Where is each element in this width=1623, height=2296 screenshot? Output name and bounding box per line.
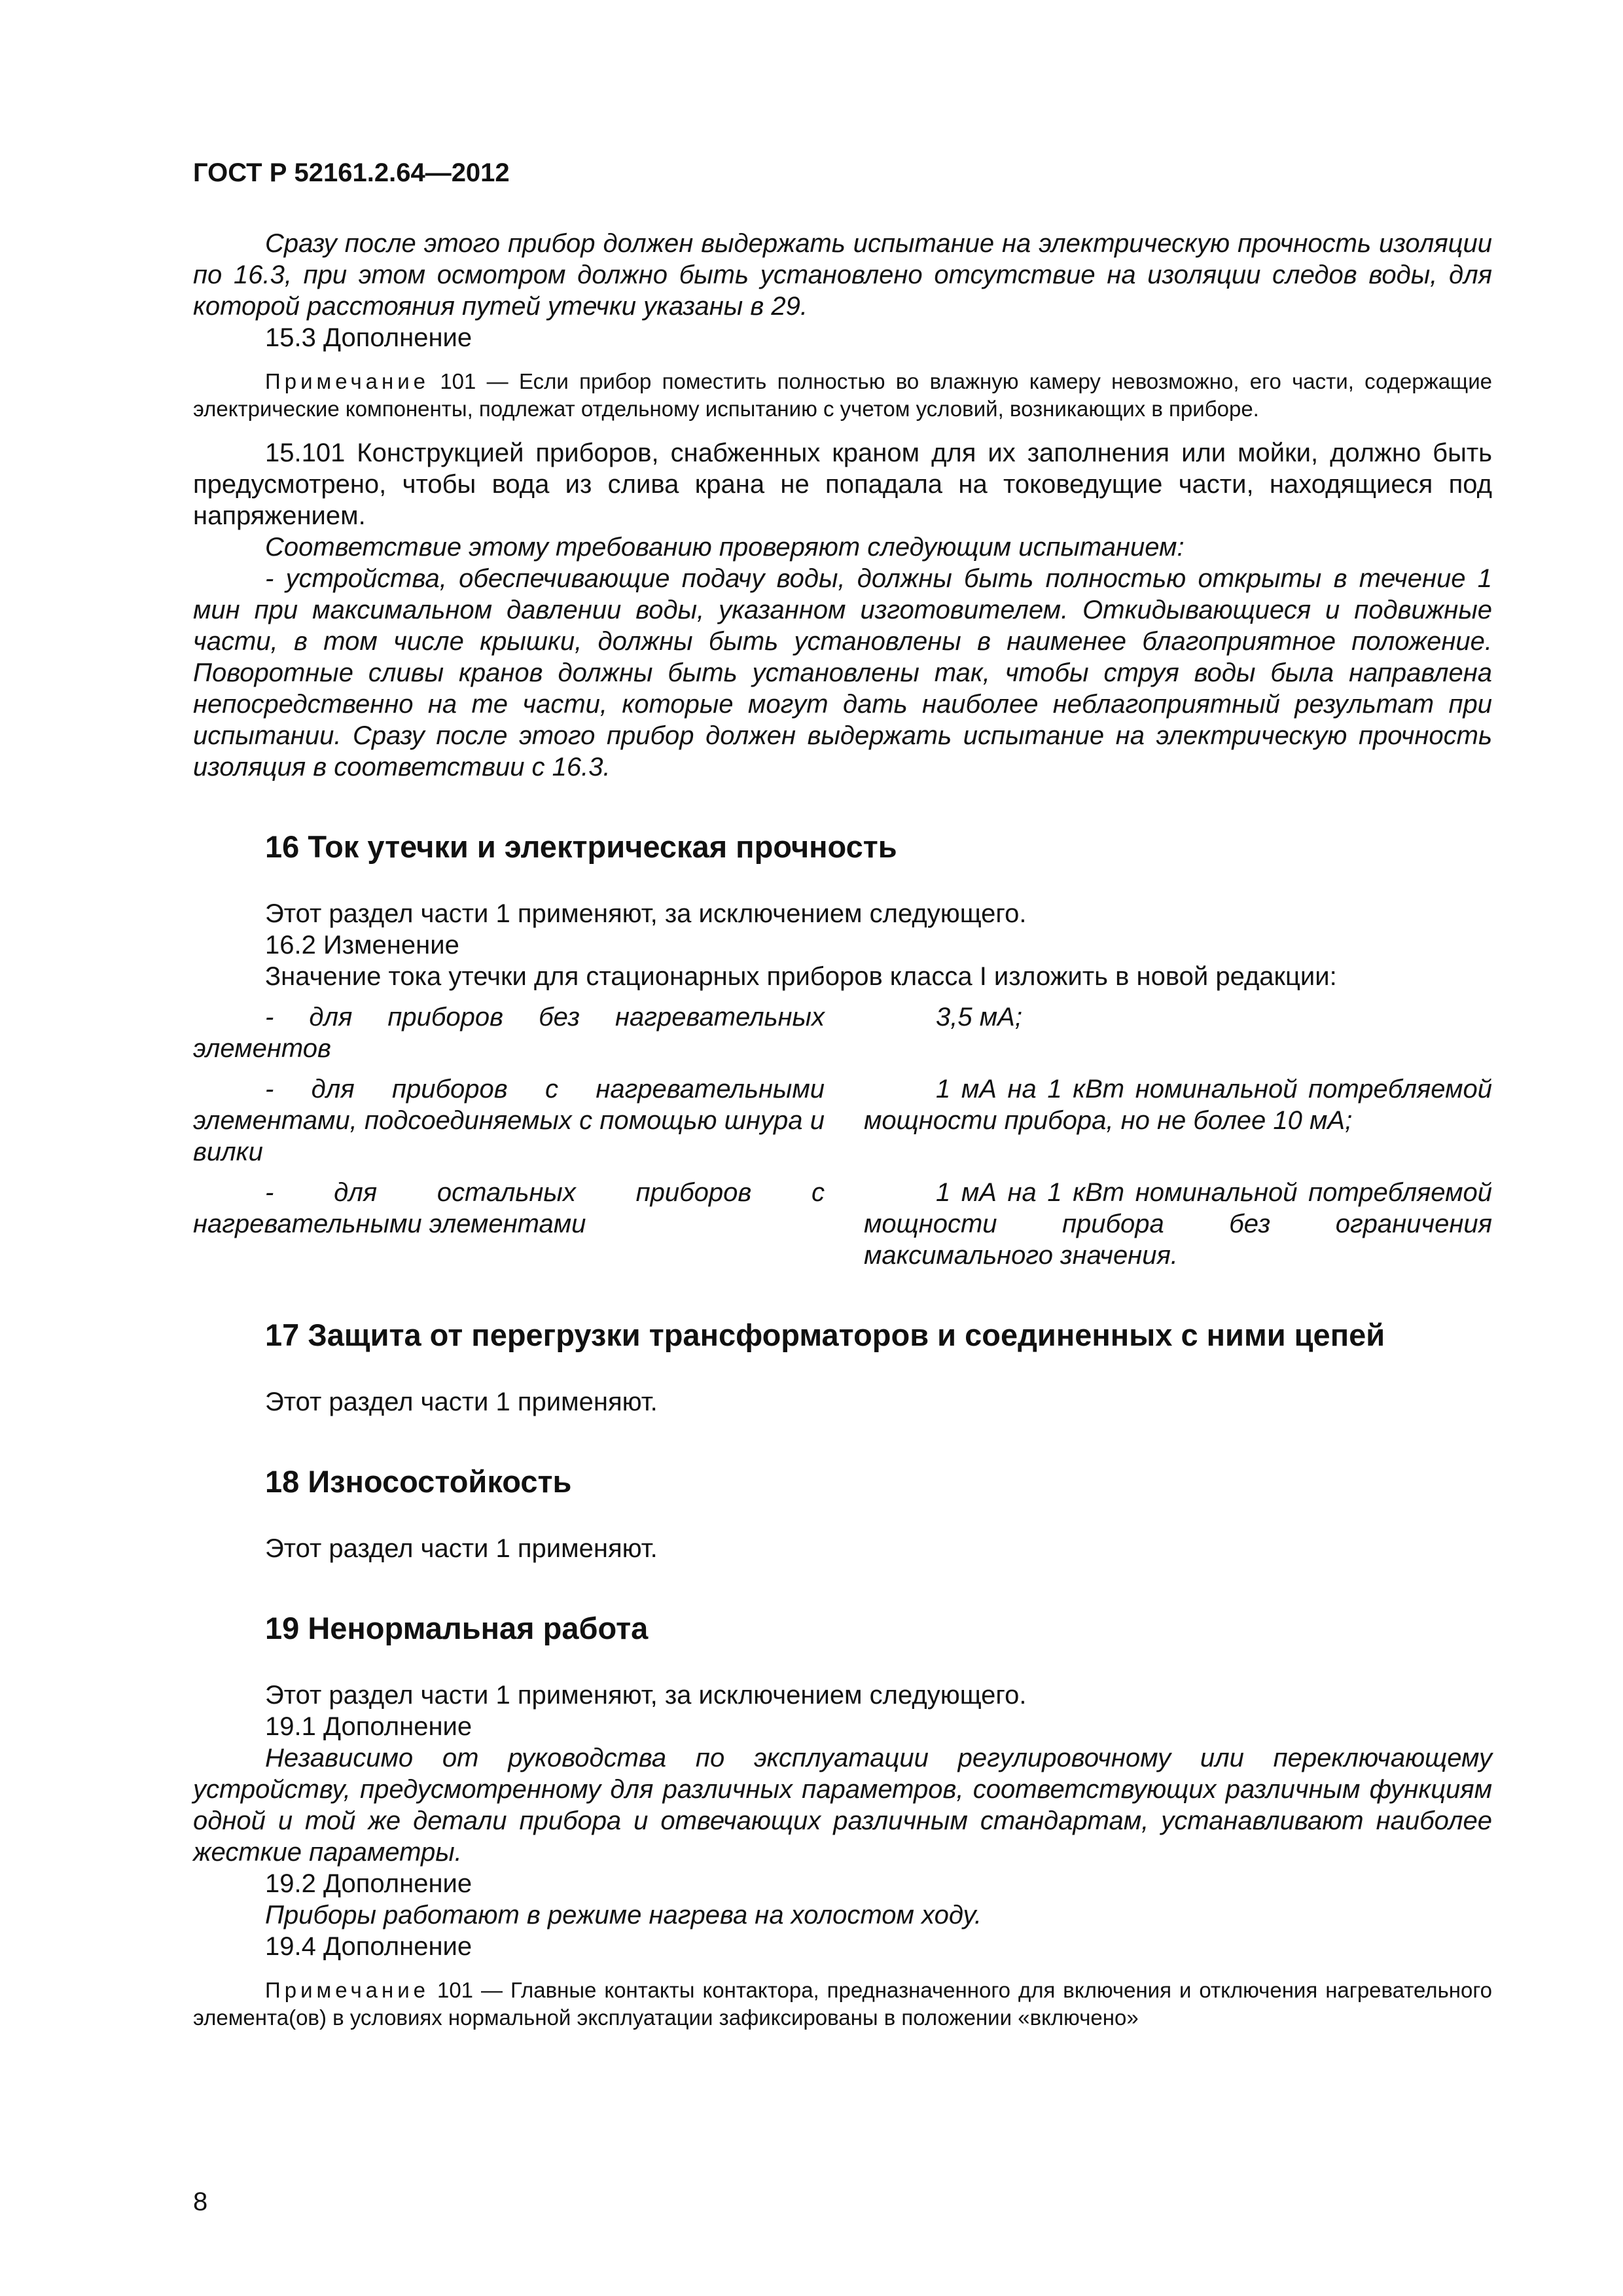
document-header: ГОСТ Р 52161.2.64—2012 — [193, 158, 510, 187]
leakage-row-condition: - для приборов с нагревательными элементами, подсоединяемых с помощью шнура и вилки — [193, 1075, 825, 1166]
clause-heading: 19.4 Дополнение — [265, 1932, 473, 1961]
note — [193, 1977, 1492, 2032]
paragraph: Приборы работают в режиме нагрева на холостом ходу. — [265, 1901, 982, 1929]
paragraph: Этот раздел части 1 применяют, за исключением следующего. — [265, 899, 1027, 928]
leakage-row-value: 1 мА на 1 кВт номинальной потребляемой мощности прибора, но не более 10 мА; — [864, 1075, 1492, 1135]
paragraph: Независимо от руководства по эксплуатации регулировочному или переключающему устройству, предусмотренному для различных параметров, соответствующих различным функциям одной и той же детали прибора и отвечающих различным стандартам, устанавливают наиболее жесткие параметры. — [193, 1744, 1492, 1867]
paragraph: Сразу после этого прибор должен выдержать испытание на электрическую прочность изоляции по 16.3, при этом осмотром должно быть установлено отсутствие на изоляции следов воды, для которой расстояния путей утечки указаны в 29. — [193, 229, 1492, 321]
clause-heading: 19.2 Дополнение — [265, 1869, 473, 1898]
leakage-row — [193, 1001, 1492, 1064]
paragraph: 15.101 Конструкцией приборов, снабженных краном для их заполнения или мойки, должно быть предусмотрено, чтобы вода из слива крана не попадала на токоведущие части, находящиеся под напряжением. — [193, 439, 1492, 530]
leakage-row-value: 3,5 мА; — [936, 1003, 1022, 1031]
note-text: 101 — Если прибор поместить полностью во влажную камеру невозможно, его части, содержащие электрические компоненты, подлежат отдельному испытанию с учетом условий, возникающих в приборе. — [193, 369, 1492, 421]
section-title-17: 17 Защита от перегрузки трансформаторов и соединенных с ними цепей — [265, 1318, 1385, 1352]
section-title-19: 19 Ненормальная работа — [265, 1611, 649, 1645]
section-title-16: 16 Ток утечки и электрическая прочность — [265, 829, 897, 864]
clause-heading: 15.3 Дополнение — [265, 323, 473, 352]
paragraph: Этот раздел части 1 применяют, за исключением следующего. — [265, 1681, 1027, 1710]
note-label: Примечание — [265, 1978, 430, 2002]
section-title-18: 18 Износостойкость — [265, 1464, 572, 1499]
leakage-row-value: 1 мА на 1 кВт номинальной потребляемой мощности прибора без ограничения максимального значения. — [864, 1178, 1492, 1270]
paragraph: Этот раздел части 1 применяют. — [265, 1534, 658, 1563]
paragraph: Этот раздел части 1 применяют. — [265, 1388, 658, 1416]
clause-heading: 19.1 Дополнение — [265, 1712, 473, 1741]
leakage-row-condition: - для приборов без нагревательных элементов — [193, 1003, 825, 1063]
leakage-row — [193, 1177, 1492, 1271]
paragraph: - устройства, обеспечивающие подачу воды, должны быть полностью открыты в течение 1 мин при максимальном давлении воды, указанном изготовителем. Откидывающиеся и подвижные части, в том числе крышки, должны быть установлены в наименее благоприятное положение. Поворотные сливы кранов должны быть установлены так, чтобы струя воды была направлена непосредственно на те части, которые могут дать наиболее неблагоприятный результат при испытании. Сразу после этого прибор должен выдержать испытание на электрическую прочность изоляция в соответствии с 16.3. — [193, 564, 1492, 781]
note-text: 101 — Главные контакты контактора, предназначенного для включения и отключения нагревательного элемента(ов) в условиях нормальной эксплуатации зафиксированы в положении «включено» — [193, 1978, 1492, 2030]
leakage-row-condition: - для остальных приборов с нагревательными элементами — [193, 1178, 825, 1238]
note-label: Примечание — [265, 369, 430, 393]
leakage-row — [193, 1073, 1492, 1168]
clause-heading: 16.2 Изменение — [265, 931, 459, 960]
page-number: 8 — [193, 2187, 208, 2216]
note — [193, 368, 1492, 423]
paragraph: Значение тока утечки для стационарных приборов класса I изложить в новой редакции: — [265, 962, 1337, 991]
paragraph: Соответствие этому требованию проверяют следующим испытанием: — [265, 533, 1185, 562]
